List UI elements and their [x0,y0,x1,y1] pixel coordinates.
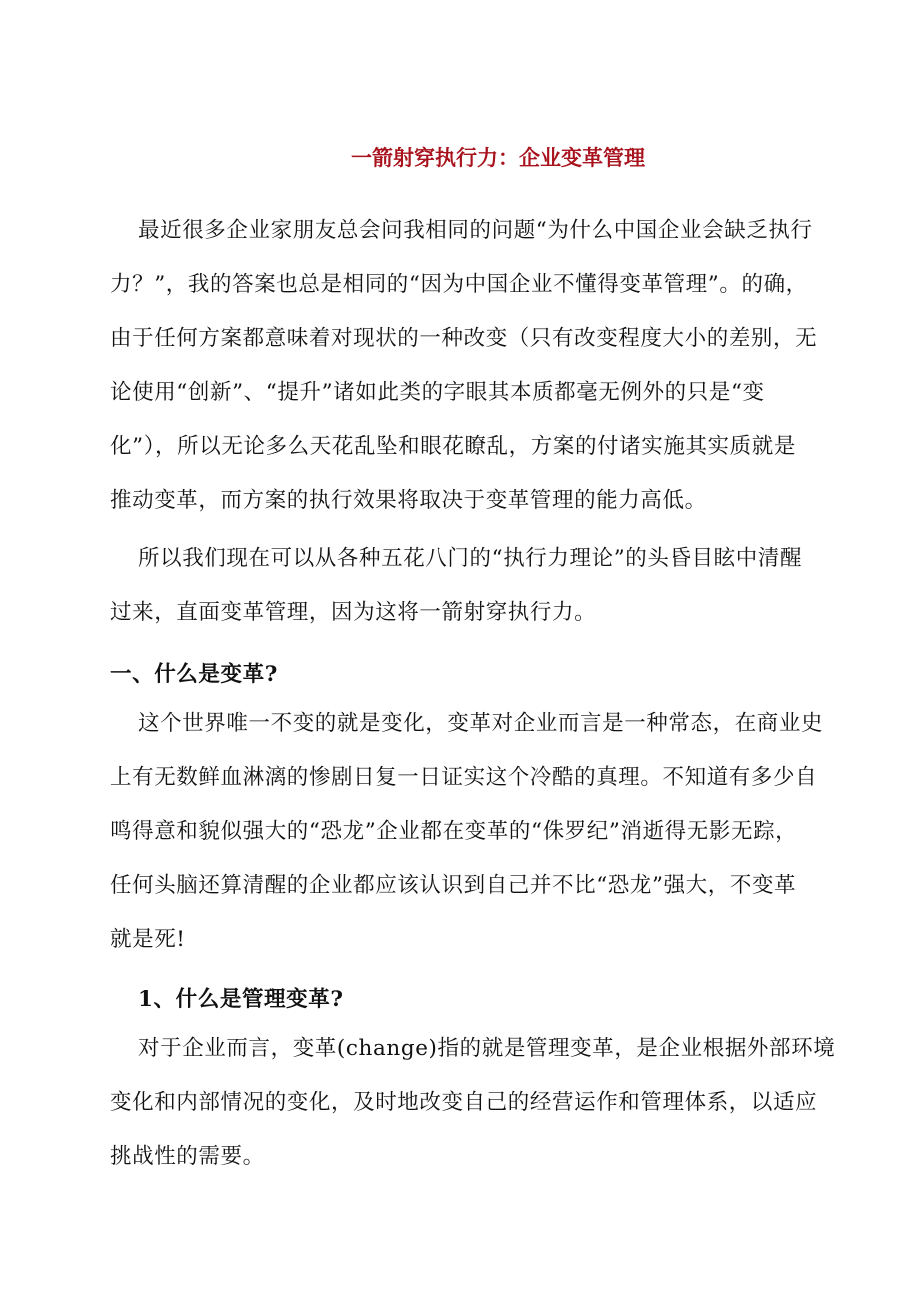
text-line: 上有无数鲜血淋漓的惨剧日复一日证实这个冷酷的真理。不知道有多少自 [110,765,818,790]
text-line: 化”），所以无论多么天花乱坠和眼花瞭乱，方案的付诸实施其实质就是 [110,434,796,459]
text-line: 鸣得意和貌似强大的“恐龙”企业都在变革的“侏罗纪”消逝得无影无踪， [110,819,798,844]
text-line: 论使用“创新”、“提升”诸如此类的字眼其本质都毫无例外的只是“变 [110,380,765,405]
section-heading: 一、什么是变革? [110,662,278,687]
text-line: 挑战性的需要。 [110,1144,265,1169]
subsection-heading: 1、什么是管理变革? [138,987,344,1012]
text-line: 对于企业而言，变革(change)指的就是管理变革，是企业根据外部环境 [138,1036,836,1061]
text-line: 由于任何方案都意味着对现状的一种改变（只有改变程度大小的差别，无 [110,326,818,351]
text-line: 这个世界唯一不变的就是变化，变革对企业而言是一种常态，在商业史 [138,711,824,736]
text-line: 过来，直面变革管理，因为这将一箭射穿执行力。 [110,600,597,625]
text-line: 所以我们现在可以从各种五花八门的“执行力理论”的头昏目眩中清醒 [138,546,803,571]
text-line: 就是死! [110,927,186,952]
text-line: 力？”，我的答案也总是相同的“因为中国企业不懂得变革管理”。的确， [110,272,808,297]
text-line: 最近很多企业家朋友总会问我相同的问题“为什么中国企业会缺乏执行 [138,218,813,243]
document-title: 一箭射穿执行力：企业变革管理 [351,145,645,170]
text-line: 任何头脑还算清醒的企业都应该认识到自己并不比“恐龙”强大，不变革 [110,873,797,898]
text-line: 推动变革，而方案的执行效果将取决于变革管理的能力高低。 [110,488,707,513]
text-line: 变化和内部情况的变化，及时地改变自己的经营运作和管理体系，以适应 [110,1090,818,1115]
